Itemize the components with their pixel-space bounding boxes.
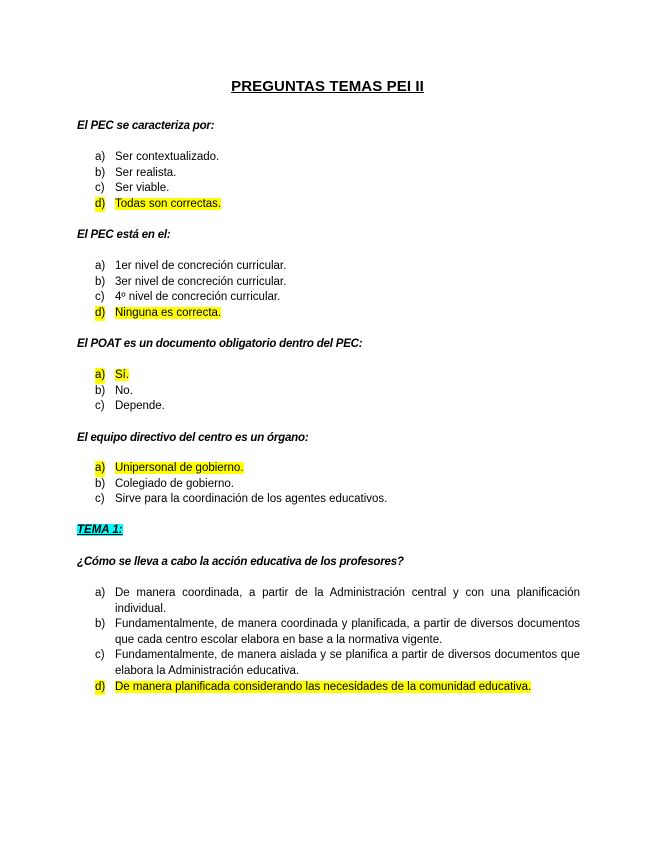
section-heading-label: TEMA 1: xyxy=(77,524,123,536)
option-letter: b) xyxy=(95,166,106,179)
option-item xyxy=(95,586,580,617)
question-prompt: El equipo directivo del centro es un órgano: xyxy=(77,432,309,444)
option-text: Sirve para la coordinación de los agentes educativos. xyxy=(115,493,388,506)
option-letter: c) xyxy=(95,649,105,662)
option-letter: a) xyxy=(95,260,106,272)
option-letter: b) xyxy=(95,384,106,397)
option-text: No. xyxy=(115,384,133,397)
option-item xyxy=(95,150,580,166)
option-item xyxy=(95,259,580,275)
option-text: Fundamentalmente, de manera coordinada y planificada, a partir de diversos documentos que cada centro escolar elabora en base a la normativa vigente. xyxy=(115,618,580,646)
option-text: De manera coordinada, a partir de la Administración central y con una planificación individual. xyxy=(115,587,580,615)
option-text: Ser realista. xyxy=(115,166,177,179)
option-item xyxy=(95,648,580,679)
option-item xyxy=(95,492,580,508)
option-text-highlighted: Unipersonal de gobierno. xyxy=(115,462,244,474)
option-item-correct xyxy=(95,461,580,477)
option-text-highlighted: Sí. xyxy=(115,369,130,381)
option-item xyxy=(95,399,580,415)
option-item xyxy=(95,477,580,493)
option-item-correct xyxy=(95,680,580,696)
option-text: Ser contextualizado. xyxy=(115,151,220,163)
option-text: Ser viable. xyxy=(115,182,170,195)
question-prompt: El POAT es un documento obligatorio dentro del PEC: xyxy=(77,338,363,350)
option-letter: b) xyxy=(95,477,106,490)
section-heading-tema xyxy=(77,524,123,536)
option-text: 3er nivel de concreción curricular. xyxy=(115,275,287,288)
option-list xyxy=(95,150,580,212)
option-item-correct xyxy=(95,368,580,384)
option-letter: a) xyxy=(95,461,105,477)
option-list xyxy=(95,586,580,695)
option-item xyxy=(95,181,580,197)
option-letter: c) xyxy=(95,400,105,413)
option-text-highlighted: Todas son correctas. xyxy=(115,197,222,210)
option-list xyxy=(95,259,580,321)
option-letter: a) xyxy=(95,151,106,163)
option-item xyxy=(95,275,580,291)
option-list xyxy=(95,368,580,415)
option-item-correct xyxy=(95,197,580,213)
option-letter: c) xyxy=(95,182,105,195)
option-item-correct xyxy=(95,306,580,322)
question-prompt: El PEC está en el: xyxy=(77,229,171,241)
option-item xyxy=(95,617,580,648)
option-item xyxy=(95,290,580,306)
option-text: Colegiado de gobierno. xyxy=(115,477,234,490)
option-letter: c) xyxy=(95,493,105,506)
option-text: 4º nivel de concreción curricular. xyxy=(115,291,281,304)
option-list xyxy=(95,461,580,508)
option-letter: b) xyxy=(95,275,106,288)
option-letter: a) xyxy=(95,587,106,599)
option-text: Depende. xyxy=(115,400,165,413)
option-letter: d) xyxy=(95,680,105,696)
question-prompt: ¿Cómo se lleva a cabo la acción educativa de los profesores? xyxy=(77,556,404,568)
option-text-highlighted: Ninguna es correcta. xyxy=(115,306,222,319)
question-prompt: El PEC se caracteriza por: xyxy=(77,120,215,132)
option-item xyxy=(95,384,580,400)
document-title: PREGUNTAS TEMAS PEI II xyxy=(231,78,424,95)
option-letter: d) xyxy=(95,197,105,213)
option-text: Fundamentalmente, de manera aislada y se planifica a partir de diversos documentos que elabora la Administración educativa. xyxy=(115,649,580,677)
option-letter: d) xyxy=(95,306,105,322)
option-text-highlighted: De manera planificada considerando las necesidades de la comunidad educativa. xyxy=(115,680,532,693)
option-letter: c) xyxy=(95,291,105,304)
option-text: 1er nivel de concreción curricular. xyxy=(115,260,287,272)
option-letter: b) xyxy=(95,618,106,631)
option-letter: a) xyxy=(95,368,105,384)
option-item xyxy=(95,166,580,182)
